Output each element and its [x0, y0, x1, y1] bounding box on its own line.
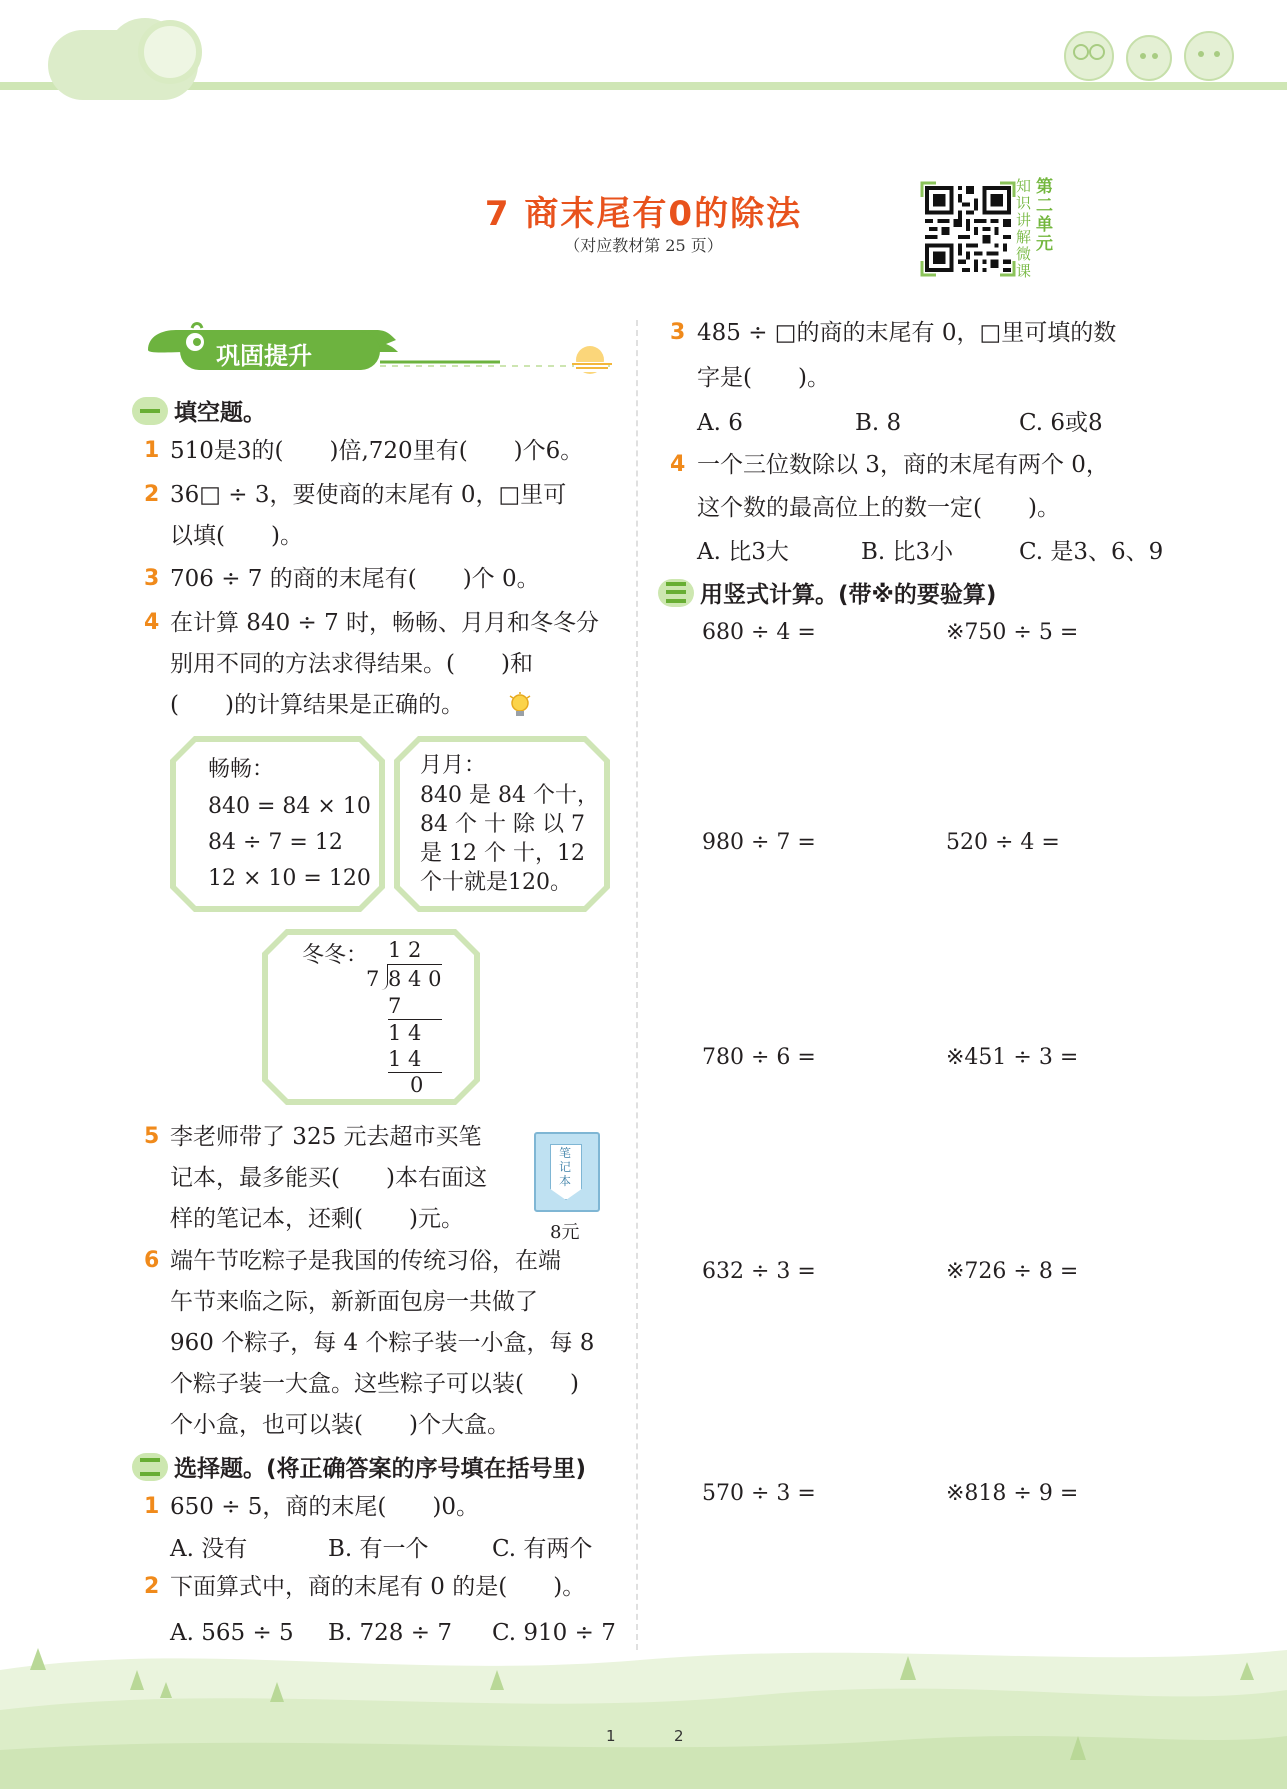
- option-b: B. 8: [855, 410, 902, 436]
- option-c: C. 6或8: [1019, 410, 1103, 436]
- option-a: A. 565 ÷ 5: [170, 1620, 294, 1646]
- question-text: ( )的计算结果是正确的。: [170, 692, 464, 718]
- section-heading-choice: [132, 1450, 586, 1483]
- question-text: 字是( )。: [697, 365, 830, 391]
- question-text: 510是3的( )倍,720里有( )个6。: [170, 438, 584, 464]
- option-b: B. 比3小: [861, 539, 954, 565]
- lightbulb-icon: [508, 692, 532, 720]
- question-text: 在计算 840 ÷ 7 时，畅畅、月月和冬冬分: [170, 610, 600, 636]
- question-number: 4: [670, 452, 686, 477]
- qr-frame: [920, 181, 1016, 277]
- calc-problem: 780 ÷ 6 =: [702, 1045, 816, 1070]
- section-number-badge: [132, 1453, 168, 1481]
- question-number: 1: [144, 438, 160, 463]
- question-number: 1: [144, 1494, 160, 1519]
- option-b: B. 728 ÷ 7: [328, 1620, 452, 1646]
- solution-line: 个十就是120。: [420, 870, 572, 895]
- question-text: 下面算式中，商的末尾有 0 的是( )。: [170, 1574, 586, 1600]
- column-divider: [636, 320, 638, 1650]
- question-text: 别用不同的方法求得结果。( )和: [170, 651, 533, 677]
- question-text: 706 ÷ 7 的商的末尾有( )个 0。: [170, 566, 540, 592]
- question-text: 一个三位数除以 3，商的末尾有两个 0，: [697, 452, 1109, 478]
- question-text: 36□ ÷ 3，要使商的末尾有 0，□里可: [170, 482, 567, 508]
- question-number: 5: [144, 1124, 160, 1149]
- question-number: 2: [144, 1574, 160, 1599]
- qr-label: 知识讲解微课: [1016, 177, 1032, 280]
- section-heading-fill: [132, 394, 266, 427]
- question-number: 2: [144, 482, 160, 507]
- solver-name: 月月：: [420, 753, 487, 778]
- section-heading-text: 选择题。(将正确答案的序号填在括号里): [174, 1456, 587, 1482]
- question-number: 3: [144, 566, 160, 591]
- section-heading-text: 填空题。: [174, 400, 266, 426]
- calc-problem: ※750 ÷ 5 =: [946, 620, 1079, 645]
- long-division-dividend: 8 4 0: [388, 967, 442, 991]
- question-text: 午节来临之际，新新面包房一共做了: [170, 1289, 538, 1315]
- long-division-remainder: 0: [410, 1073, 424, 1097]
- calc-problem: 632 ÷ 3 =: [702, 1259, 816, 1284]
- section-heading-text: 用竖式计算。(带※的要验算): [700, 582, 997, 608]
- page-title: 7 商末尾有0的除法: [484, 194, 803, 234]
- question-text: 以填( )。: [170, 523, 303, 549]
- question-text: 端午节吃粽子是我国的传统习俗，在端: [170, 1248, 561, 1274]
- page-number-right: 2: [674, 1727, 684, 1745]
- section-banner: [140, 322, 618, 378]
- long-division-divisor: 7: [366, 967, 380, 991]
- solution-line: 84 个 十 除 以 7: [420, 812, 585, 837]
- long-division-step: 1 4: [388, 1021, 422, 1045]
- notebook-price: 8元: [550, 1222, 580, 1243]
- section-number-badge: [132, 397, 168, 425]
- section-heading-calc: [658, 576, 996, 609]
- bottom-hills-decoration: [0, 1640, 1287, 1789]
- question-text: 记本，最多能买( )本右面这: [170, 1165, 487, 1191]
- banner-label: 巩固提升: [216, 342, 312, 370]
- calc-problem: 980 ÷ 7 =: [702, 830, 816, 855]
- option-c: C. 910 ÷ 7: [492, 1620, 616, 1646]
- calc-problem: 570 ÷ 3 =: [702, 1481, 816, 1506]
- question-number: 3: [670, 320, 686, 345]
- unit-label: 第二单元: [1036, 177, 1053, 254]
- option-b: B. 有一个: [328, 1536, 429, 1562]
- solution-line: 是 12 个 十，12: [420, 841, 585, 866]
- question-text: 650 ÷ 5，商的末尾( )0。: [170, 1494, 480, 1520]
- notebook-label: 笔记本: [558, 1146, 571, 1188]
- calc-problem: 520 ÷ 4 =: [946, 830, 1060, 855]
- cartoon-animals-decoration: [1049, 22, 1249, 84]
- sun-icon: [138, 20, 202, 84]
- solution-line: 12 × 10 = 120: [208, 866, 371, 891]
- solution-box-dongdong: [262, 929, 480, 1105]
- question-text: 960 个粽子，每 4 个粽子装一小盒，每 8: [170, 1330, 595, 1356]
- solver-name: 畅畅：: [208, 757, 275, 782]
- notebook-icon: [534, 1132, 600, 1212]
- division-bar: [388, 964, 442, 965]
- division-bracket: [381, 964, 388, 990]
- option-a: A. 6: [697, 410, 743, 436]
- calc-problem: ※451 ÷ 3 =: [946, 1045, 1079, 1070]
- page-number-left: 1: [606, 1727, 616, 1745]
- solver-name: 冬冬：: [302, 943, 369, 968]
- question-text: 485 ÷ □的商的末尾有 0，□里可填的数: [697, 320, 1117, 346]
- section-number-badge: [658, 579, 694, 607]
- question-number: 4: [144, 610, 160, 635]
- calc-problem: ※726 ÷ 8 =: [946, 1259, 1079, 1284]
- question-text: 个粽子装一大盒。这些粽子可以装( ): [170, 1371, 579, 1397]
- calc-problem: 680 ÷ 4 =: [702, 620, 816, 645]
- question-text: 个小盒，也可以装( )个大盒。: [170, 1412, 510, 1438]
- question-text: 李老师带了 325 元去超市买笔: [170, 1124, 482, 1150]
- option-c: C. 有两个: [492, 1536, 593, 1562]
- option-c: C. 是3、6、9: [1019, 539, 1164, 565]
- question-text: 这个数的最高位上的数一定( )。: [697, 495, 1060, 521]
- solution-line: 840 是 84 个十，: [420, 783, 599, 808]
- option-a: A. 比3大: [697, 539, 789, 565]
- solution-line: 840 = 84 × 10: [208, 794, 371, 819]
- question-number: 6: [144, 1248, 160, 1273]
- option-a: A. 没有: [170, 1536, 248, 1562]
- calc-problem: ※818 ÷ 9 =: [946, 1481, 1079, 1506]
- question-text: 样的笔记本，还剩( )元。: [170, 1206, 464, 1232]
- long-division-step: 7: [388, 994, 402, 1018]
- long-division-step: 1 4: [388, 1047, 422, 1071]
- page-subtitle: （对应教材第 25 页）: [564, 236, 723, 255]
- solution-line: 84 ÷ 7 = 12: [208, 830, 343, 855]
- long-division-quotient: 1 2: [388, 938, 422, 962]
